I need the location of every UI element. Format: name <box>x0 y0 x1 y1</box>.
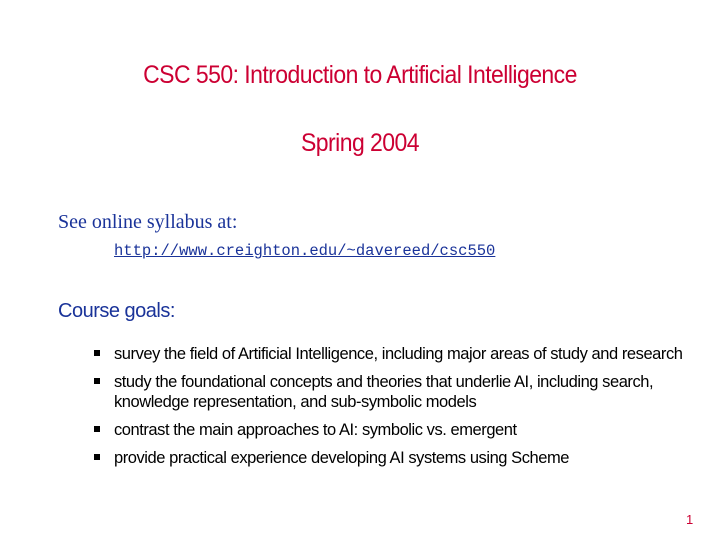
goal-text: provide practical experience developing AI systems using Scheme <box>114 449 569 467</box>
slide-title: CSC 550: Introduction to Artificial Intelligence <box>143 61 577 89</box>
square-bullet-icon <box>94 454 100 460</box>
goal-item <box>92 372 702 412</box>
square-bullet-icon <box>94 426 100 432</box>
goal-item <box>92 344 702 364</box>
syllabus-label: See online syllabus at: <box>58 211 238 233</box>
goal-item <box>92 448 702 468</box>
syllabus-link[interactable]: http://www.creighton.edu/~davereed/csc550 <box>114 242 496 260</box>
slide-subtitle: Spring 2004 <box>301 129 419 157</box>
square-bullet-icon <box>94 378 100 384</box>
goals-heading: Course goals: <box>58 300 175 322</box>
page-number: 1 <box>686 512 694 527</box>
goal-text: survey the field of Artificial Intelligence, including major areas of study and research <box>114 345 683 363</box>
goal-item <box>92 420 702 440</box>
goal-text: study the foundational concepts and theories that underlie AI, including search, knowledge representation, and sub-symbolic models <box>114 373 654 411</box>
goal-text: contrast the main approaches to AI: symbolic vs. emergent <box>114 421 517 439</box>
square-bullet-icon <box>94 350 100 356</box>
goals-list <box>92 344 702 476</box>
